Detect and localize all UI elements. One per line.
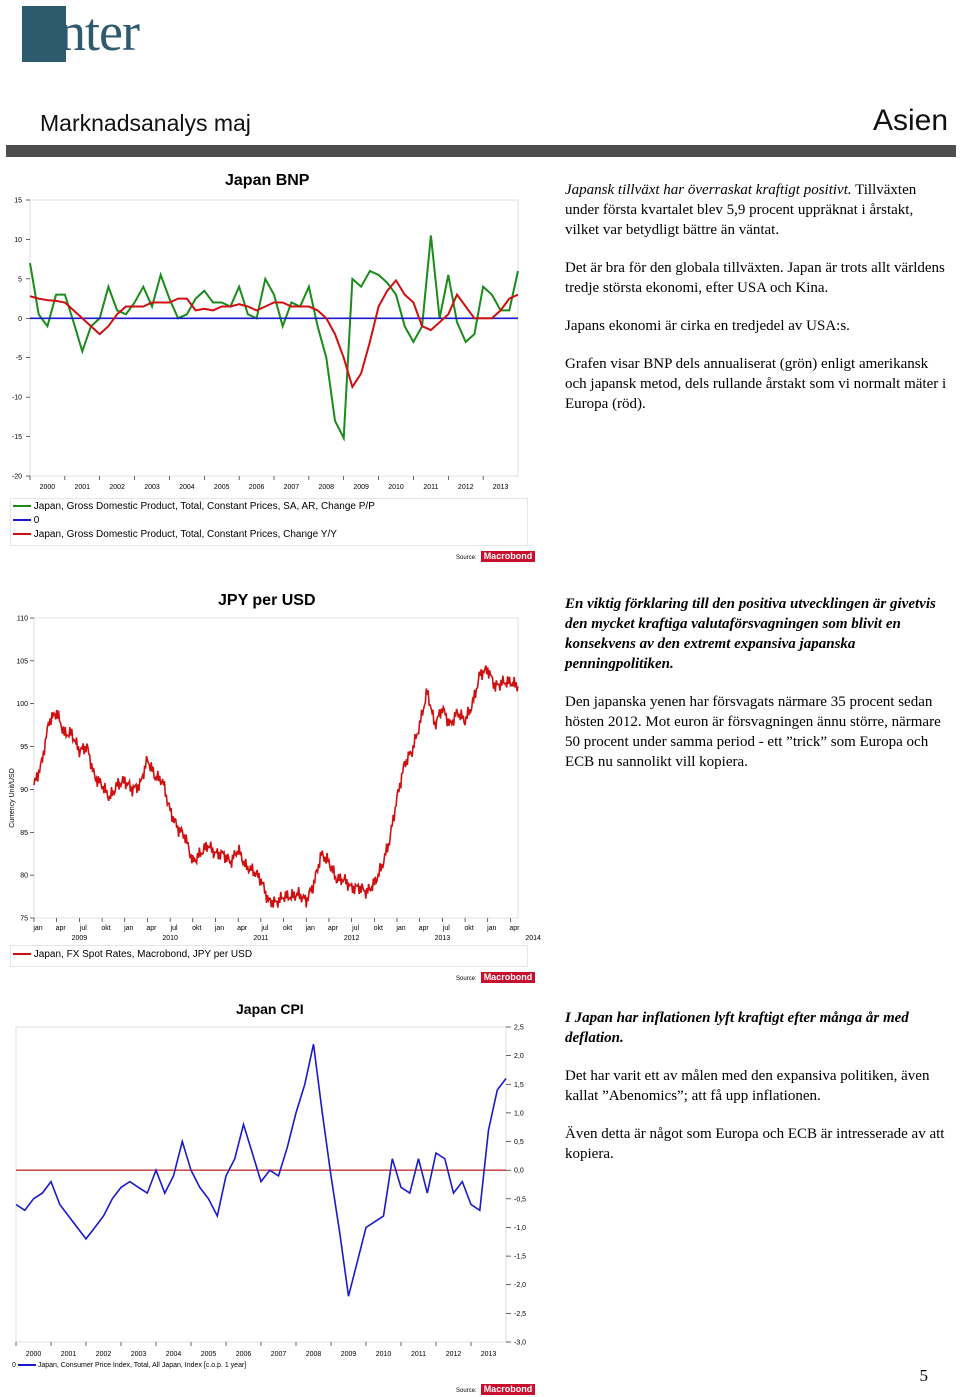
y-tick-label: 110 [16, 615, 28, 623]
macrobond-logo: Macrobond [481, 972, 536, 983]
x-tick-label: 2009 [340, 1351, 357, 1358]
x-tick-label: apr [418, 925, 429, 932]
legend-label: Japan, Gross Domestic Product, Total, Constant Prices, SA, AR, Change P/P [33, 501, 375, 512]
y-axis-label: Currency Unit/USD [9, 768, 16, 828]
chart-legend [10, 498, 528, 546]
plot-area [16, 1027, 506, 1342]
x-tick-label: 2006 [248, 484, 265, 491]
x-tick-label: jan [396, 925, 406, 932]
series-line [34, 666, 518, 908]
y-tick-label: 0,0 [514, 1167, 524, 1175]
enter-logo [22, 2, 172, 62]
y-tick-label: 0,5 [514, 1139, 524, 1147]
x-tick-label: okt [101, 925, 111, 932]
x-tick-label: 2010 [375, 1351, 392, 1358]
y-tick-label: -2,5 [514, 1310, 527, 1318]
chart-source [456, 1379, 535, 1397]
macrobond-logo: Macrobond [481, 551, 536, 562]
x-tick-label: 2012 [457, 484, 474, 491]
body-text: Det har varit ett av målen med den expansiva politiken, även kallat ”Abenomics”; att få upp inflationen. [565, 1068, 930, 1104]
chart-source [456, 546, 535, 564]
x-year-label: 2013 [434, 935, 451, 942]
x-tick-label: 2006 [235, 1351, 252, 1358]
series-line [30, 236, 518, 439]
x-tick-label: jul [261, 925, 269, 932]
x-tick-label: 2007 [270, 1351, 287, 1358]
x-tick-label: jan [305, 925, 315, 932]
y-tick-label: 15 [14, 197, 22, 205]
x-tick-label: 2011 [423, 484, 439, 491]
legend-swatch [13, 953, 31, 955]
legend-swatch [13, 505, 31, 507]
x-tick-label: 2004 [179, 484, 195, 491]
fx-chart [0, 600, 541, 945]
chart-title: Japan BNP [225, 172, 310, 189]
x-tick-label: 2013 [480, 1351, 497, 1358]
body-text: Tillväxten under första kvartalet blev 5,9 procent uppräknat i årstakt, vilket var betydligt bättre än väntat. [565, 182, 917, 238]
x-year-label: 2009 [71, 935, 88, 942]
legend-zero: 0 [12, 1362, 16, 1369]
x-year-label: 2011 [253, 935, 269, 942]
x-year-label: 2010 [162, 935, 178, 942]
x-tick-label: jan [214, 925, 225, 932]
x-tick-label: apr [509, 925, 520, 932]
y-tick-label: -15 [11, 434, 22, 442]
lead-text: I Japan har inflationen lyft kraftigt efter många år med deflation. [565, 1010, 909, 1046]
source-label: Source: [456, 976, 477, 982]
gdp-chart [0, 180, 530, 500]
x-tick-label: 2004 [165, 1351, 182, 1358]
section-title: Asien [872, 104, 948, 137]
legend-label: 0 [33, 515, 40, 526]
legend-swatch [18, 1364, 36, 1366]
source-label: Source: [456, 555, 477, 561]
body-text: Även detta är något som Europa och ECB är intresserade av att kopiera. [565, 1126, 945, 1162]
chart-source [456, 967, 535, 985]
legend-item [13, 501, 375, 512]
report-title: Marknadsanalys maj [40, 110, 251, 136]
body-text: Det är bra för den globala tillväxten. Japan är trots allt världens tredje största ekonomi, efter USA och Kina. [565, 260, 945, 296]
legend-label: Japan, Consumer Price Index, Total, All Japan, Index [c.o.p. 1 year] [37, 1362, 247, 1369]
chart-title: JPY per USD [218, 592, 316, 609]
y-tick-label: 90 [20, 786, 28, 794]
macrobond-logo: Macrobond [481, 1384, 536, 1395]
y-tick-label: 10 [14, 236, 22, 244]
x-tick-label: 2005 [213, 484, 230, 491]
x-tick-label: okt [192, 925, 202, 932]
legend-label: Japan, FX Spot Rates, Macrobond, JPY per USD [33, 949, 253, 960]
y-tick-label: -3,0 [514, 1339, 527, 1347]
y-tick-label: 80 [20, 872, 28, 880]
x-tick-label: apr [146, 925, 157, 932]
chart-title: Japan CPI [236, 1001, 304, 1017]
x-tick-label: okt [282, 925, 293, 932]
y-tick-label: -20 [11, 473, 22, 481]
x-tick-label: 2001 [74, 484, 91, 491]
legend-swatch [13, 519, 31, 521]
x-tick-label: 2007 [283, 484, 300, 491]
x-tick-label: 2008 [318, 484, 335, 491]
y-tick-label: 1,0 [514, 1110, 524, 1118]
page-number: 5 [919, 1366, 928, 1385]
y-tick-label: -2,0 [514, 1282, 527, 1290]
x-tick-label: 2002 [95, 1351, 112, 1358]
legend-item [12, 1362, 246, 1369]
x-tick-label: apr [327, 925, 338, 932]
y-tick-label: -10 [11, 394, 22, 402]
x-tick-label: 2008 [305, 1351, 322, 1358]
text-block-cpi [550, 1008, 948, 1164]
x-tick-label: apr [237, 925, 248, 932]
x-tick-label: 2011 [410, 1351, 427, 1358]
x-tick-label: jan [487, 925, 497, 932]
y-tick-label: 5 [18, 276, 22, 284]
x-tick-label: jul [170, 925, 178, 932]
legend-item [13, 515, 39, 526]
body-text: Japans ekonomi är cirka en tredjedel av USA:s. [565, 318, 850, 334]
legend-item [13, 529, 337, 540]
y-tick-label: 2,0 [514, 1053, 524, 1061]
body-text: Grafen visar BNP dels annualiserat (grön) enligt amerikansk och japansk metod, dels rullande årstakt som vi normalt mäter i Europa (röd). [565, 356, 947, 412]
y-tick-label: 75 [20, 915, 28, 923]
logo-text: enter [36, 2, 139, 62]
x-tick-label: okt [464, 925, 474, 932]
x-tick-label: jan [124, 925, 134, 932]
x-tick-label: jul [442, 925, 450, 932]
x-tick-label: 2002 [109, 484, 125, 491]
plot-area [34, 618, 518, 918]
legend-label: Japan, Gross Domestic Product, Total, Constant Prices, Change Y/Y [33, 529, 337, 540]
y-tick-label: -5 [15, 355, 22, 363]
y-tick-label: -1,0 [514, 1224, 527, 1232]
x-tick-label: 2003 [144, 484, 160, 491]
x-tick-label: jan [33, 925, 43, 932]
x-tick-label: 2000 [39, 484, 56, 491]
x-tick-label: 2013 [492, 484, 509, 491]
legend-swatch [13, 533, 31, 535]
x-tick-label: jul [352, 925, 360, 932]
y-tick-label: 95 [20, 744, 28, 752]
y-tick-label: -0,5 [514, 1196, 527, 1204]
x-tick-label: 2012 [445, 1351, 462, 1358]
x-tick-label: apr [55, 925, 66, 932]
x-tick-label: 2010 [388, 484, 404, 491]
x-tick-label: 2001 [60, 1351, 77, 1358]
source-label: Source: [456, 1388, 477, 1394]
y-tick-label: 100 [16, 701, 28, 709]
y-tick-label: 105 [16, 658, 28, 666]
text-block-gdp [550, 180, 948, 414]
body-text: Den japanska yenen har försvagats närmare 35 procent sedan hösten 2012. Mot euron är försvagningen ännu större, närmare 50 procent under samma period - ett ”trick” som Europa och ECB nu sannolikt vill kopiera. [565, 694, 941, 770]
x-tick-label: okt [373, 925, 383, 932]
cpi-chart [0, 1010, 530, 1360]
x-year-label: 2012 [343, 935, 360, 942]
text-block-fx [550, 594, 948, 772]
lead-text: En viktig förklaring till den positiva utvecklingen är givetvis den mycket kraftiga valutaförsvagningen som blivit en konsekvens av den extremt expansiva japanska penningpolitiken. [565, 596, 936, 672]
x-tick-label: 2003 [130, 1351, 147, 1358]
y-tick-label: 85 [20, 829, 28, 837]
lead-text: Japansk tillväxt har överraskat kraftigt positivt. [565, 182, 852, 198]
x-tick-label: jul [79, 925, 87, 932]
x-tick-label: 2005 [200, 1351, 217, 1358]
legend-item [13, 949, 252, 960]
x-tick-label: 2000 [25, 1351, 42, 1358]
y-tick-label: 2,5 [514, 1024, 524, 1032]
chart-legend [10, 945, 528, 967]
chart-legend [10, 1361, 526, 1375]
plot-area [30, 200, 518, 476]
y-tick-label: 1,5 [514, 1081, 524, 1089]
y-tick-label: 0 [18, 315, 22, 323]
y-tick-label: -1,5 [514, 1253, 527, 1261]
header-rule [6, 145, 956, 157]
x-year-label: 2014 [525, 935, 541, 942]
x-tick-label: 2009 [353, 484, 369, 491]
